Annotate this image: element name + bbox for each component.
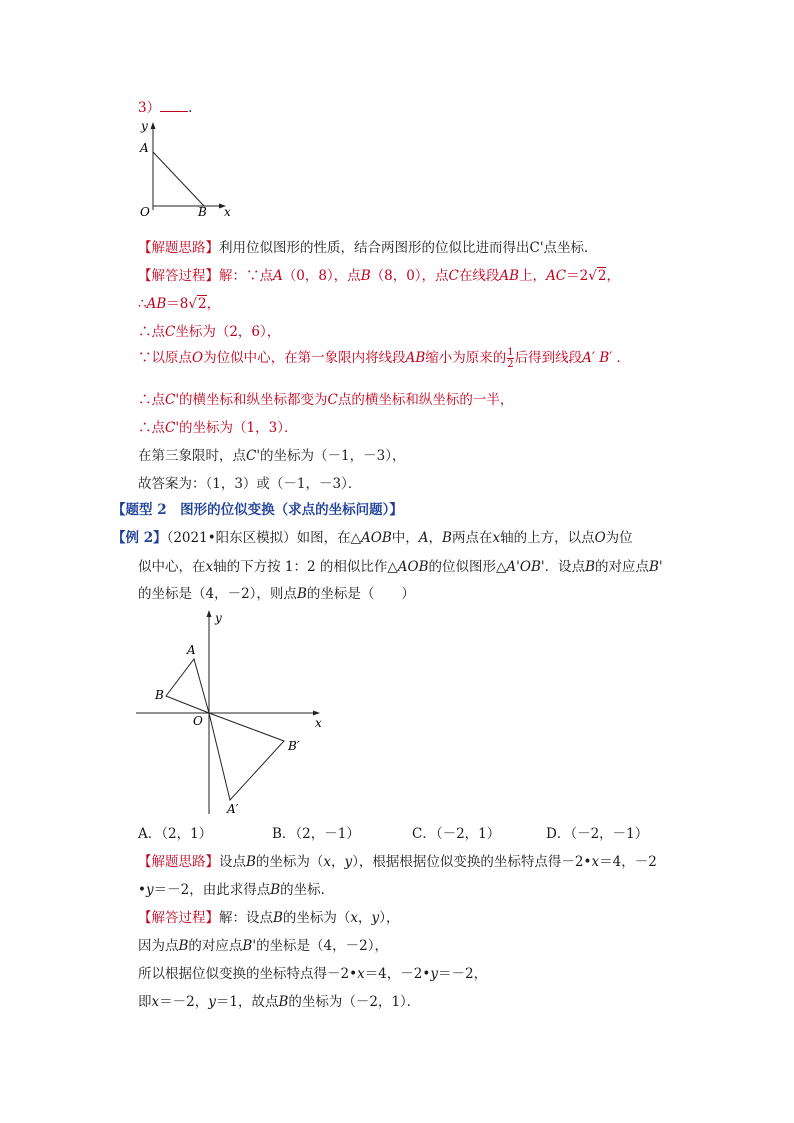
var-b-prime: B′ [599, 350, 613, 366]
text-a: 的坐标是（4，－2），则点 [138, 586, 297, 602]
text-mid2: 缩小为原来的 [425, 350, 507, 366]
text-a: 设点 [219, 854, 246, 870]
var-y: y [344, 854, 353, 870]
because-origin: ∵以原点 [138, 350, 192, 366]
var-x: x [323, 854, 332, 870]
option-b-label: B．（2，－1） [272, 826, 360, 842]
therefore: ∴ [138, 296, 147, 312]
var-a: A [273, 268, 283, 284]
var-b: B [246, 854, 256, 870]
var-y: y [208, 994, 216, 1010]
idea-tag: 【解题思路】 [138, 240, 219, 256]
figure-1-coordinate-plot [136, 114, 236, 224]
ex1-line-4 [138, 346, 630, 370]
option-d[interactable] [546, 822, 648, 842]
fig2-x-arrow [313, 711, 320, 716]
var-aob: AOB [397, 559, 429, 575]
text-mid: 为位似中心，在第一象限内将线段 [203, 350, 406, 366]
text-a: 似中心，在 [138, 559, 206, 575]
denominator: 2 [507, 359, 514, 370]
fig1-x-label: x [224, 205, 231, 219]
coord-b: （8，0），点 [370, 268, 449, 284]
example-tag: 【例 2】 [112, 530, 167, 546]
therefore-point: ∴点 [138, 420, 165, 436]
ex2-proc-line [138, 906, 399, 926]
coord-c: 坐标为（2，6）， [175, 324, 281, 340]
var-b-prime: B' [649, 559, 663, 575]
comma: ， [206, 296, 221, 312]
var-x: x [591, 854, 600, 870]
text-a: 解：设点 [219, 910, 273, 926]
var-ac: AC [546, 268, 567, 284]
text-c: ， [331, 854, 345, 870]
ex2-line-2 [138, 555, 663, 575]
text-b: 的对应点 [188, 938, 243, 954]
answer-blank [160, 99, 188, 112]
ex1-proc-line: 【解答过程】解：∵点A（0，8），点B（8，0），点C在线段AB上，AC＝2√2， [138, 268, 620, 284]
var-a: A [418, 530, 429, 546]
fig2-b-prime-label: B′ [288, 739, 300, 753]
fragment-text: 3） [138, 100, 161, 116]
fig1-segment-ab [153, 152, 204, 206]
ac-value: ＝2 [566, 268, 589, 284]
ex2-line-1 [112, 526, 633, 546]
text-f: 为位 [605, 530, 633, 546]
dot: • [138, 882, 146, 898]
ex2-line-3 [138, 582, 415, 602]
sqrt-radicand: 2 [197, 296, 207, 312]
fragment-period: . [188, 100, 193, 116]
option-c-label: C．（－2，1） [412, 826, 501, 842]
text-d: 两点在 [451, 530, 493, 546]
text-c: ＝－2， [437, 966, 488, 982]
ex1-idea-line [138, 236, 598, 256]
idea-text: 利用位似图形的性质，结合两图形的位似比进而得出C'点坐标． [219, 240, 598, 256]
fraction-one-half [507, 347, 513, 370]
var-b: B [442, 530, 452, 546]
ex2-idea-line-2 [138, 878, 334, 898]
text-e: ＝4，－2 [599, 854, 657, 870]
text-mid: 的横坐标和纵坐标都变为 [179, 392, 328, 408]
text-a: （2021•阳东区模拟）如图，在△ [166, 530, 362, 546]
fig2-triangle-aob [166, 659, 209, 713]
var-y: y [371, 910, 380, 926]
var-c: C [327, 392, 338, 408]
text-c: ＝1，故点 [215, 994, 279, 1010]
fig2-y-label: y [215, 611, 222, 625]
var-b: B [178, 938, 189, 954]
var-c-prime: C' [246, 448, 261, 464]
var-b: B [270, 882, 281, 898]
text-d: 的坐标为（－2，1）． [288, 994, 421, 1010]
text-tail: 后得到线段 [514, 350, 583, 366]
var-aob-prime: A'OB' [506, 559, 545, 575]
sqrt-radicand: 2 [597, 268, 607, 284]
ex2-proc-line-3 [138, 962, 487, 982]
figure-2-coordinate-plot [134, 604, 334, 820]
text-c: ， [428, 530, 443, 546]
text-c: 的坐标是（4，－2）， [256, 938, 388, 954]
ex2-idea-line [138, 850, 657, 870]
var-b: B [360, 268, 371, 284]
var-x: x [492, 530, 501, 546]
text-on: 在线段 [458, 268, 500, 284]
text-d: ）， [379, 910, 400, 926]
proc-tag: 【解答过程】 [138, 268, 219, 284]
text-d: ），根据根据位似变换的坐标特点得－2• [352, 854, 592, 870]
option-a-label: A．（2，1） [138, 826, 213, 842]
fig2-a-prime-label: A′ [227, 802, 239, 816]
third-quadrant-text: 在第三象限时，点 [138, 448, 246, 464]
text-c: 的坐标． [280, 882, 335, 898]
var-c-prime: C' [165, 420, 180, 436]
option-c[interactable] [412, 822, 500, 842]
var-y: y [430, 966, 438, 982]
text-b: ＝－2， [159, 994, 209, 1010]
text-b: 轴的下方按 1：2 的相似比作△ [213, 559, 398, 575]
text-up: 上， [519, 268, 547, 284]
fig2-b-label: B [155, 688, 164, 702]
final-answer: 故答案为：（1，3）或（－1，－3）． [138, 476, 362, 492]
therefore-point: ∴点 [138, 392, 165, 408]
text-e: 轴的上方，以点 [500, 530, 595, 546]
var-x: x [357, 966, 365, 982]
period: ． [616, 350, 631, 366]
fig1-y-label: y [141, 119, 148, 133]
var-o: O [594, 530, 606, 546]
fig1-a-label: A [140, 141, 149, 155]
fig2-a-label: A [187, 643, 196, 657]
var-x: x [205, 559, 214, 575]
text-b: 的坐标是（ ） [306, 586, 415, 602]
text-b: 的坐标为（ [282, 910, 351, 926]
comma: ， [606, 268, 620, 284]
coord-c-prime: 的坐标为（1，3）． [179, 420, 298, 436]
ex1-line-3 [138, 320, 280, 340]
var-a-prime: A′ [582, 350, 595, 366]
var-y: y [145, 882, 154, 898]
text-e: 的对应点 [595, 559, 650, 575]
text-d: ．设点 [544, 559, 586, 575]
var-b-prime: B' [242, 938, 257, 954]
var-b: B [585, 559, 596, 575]
proc-lead: 解：∵点 [219, 268, 273, 284]
var-ab: AB [146, 296, 167, 312]
fig1-b-label: B [198, 205, 207, 219]
fig2-x-label: x [315, 716, 322, 730]
text-b: 的坐标为（ [255, 854, 324, 870]
heading-text: 【题型 2 图形的位似变换（求点的坐标问题）】 [112, 502, 403, 518]
type-2-heading [112, 498, 403, 518]
var-b: B [278, 994, 289, 1010]
var-x: x [350, 910, 359, 926]
therefore-point: ∴点 [138, 324, 165, 340]
var-c: C [165, 324, 176, 340]
ex2-proc-line-4 [138, 990, 420, 1010]
var-c: C [448, 268, 459, 284]
var-b: B [296, 586, 307, 602]
ex1-answer-line [138, 472, 361, 492]
var-aob: AOB [361, 530, 392, 546]
fig2-o-label: O [193, 714, 203, 728]
coord-a: （0，8），点 [282, 268, 361, 284]
text-a: 因为点 [138, 938, 179, 954]
text-b: ＝4，－2• [364, 966, 431, 982]
proc-tag: 【解答过程】 [138, 910, 219, 926]
option-a[interactable] [138, 822, 212, 842]
var-x: x [151, 994, 160, 1010]
option-b[interactable] [272, 822, 360, 842]
idea-tag: 【解题思路】 [138, 854, 219, 870]
text-c: 的位似图形△ [428, 559, 507, 575]
option-d-label: D．（－2，－1） [546, 826, 649, 842]
coord-third-quadrant: 的坐标为（－1，－3）， [260, 448, 406, 464]
var-c-prime: C' [165, 392, 180, 408]
text-a: 即 [138, 994, 152, 1010]
answer-fragment [138, 96, 192, 116]
ex2-proc-line-2 [138, 934, 388, 954]
fig1-y-arrow [151, 122, 156, 129]
fig1-o-label: O [140, 205, 150, 219]
text-b: 中， [391, 530, 419, 546]
text-c: ， [358, 910, 372, 926]
numerator: 1 [507, 347, 514, 358]
ex1-line-2: ∴AB＝8√2， [138, 296, 221, 312]
fig2-triangle-a2ob2 [209, 713, 284, 800]
ex1-line-5 [138, 388, 513, 408]
var-o: O [192, 350, 204, 366]
var-b: B [273, 910, 283, 926]
var-ab: AB [499, 268, 520, 284]
ex1-line-6 [138, 416, 297, 436]
fig2-y-arrow [207, 610, 212, 617]
ab-value: ＝8 [166, 296, 189, 312]
ex1-line-7 [138, 444, 405, 464]
text-b: ＝－2，由此求得点 [153, 882, 271, 898]
text-tail: 点的横坐标和纵坐标的一半， [337, 392, 514, 408]
text-a: 所以根据位似变换的坐标特点得－2• [138, 966, 358, 982]
var-ab: AB [405, 350, 426, 366]
